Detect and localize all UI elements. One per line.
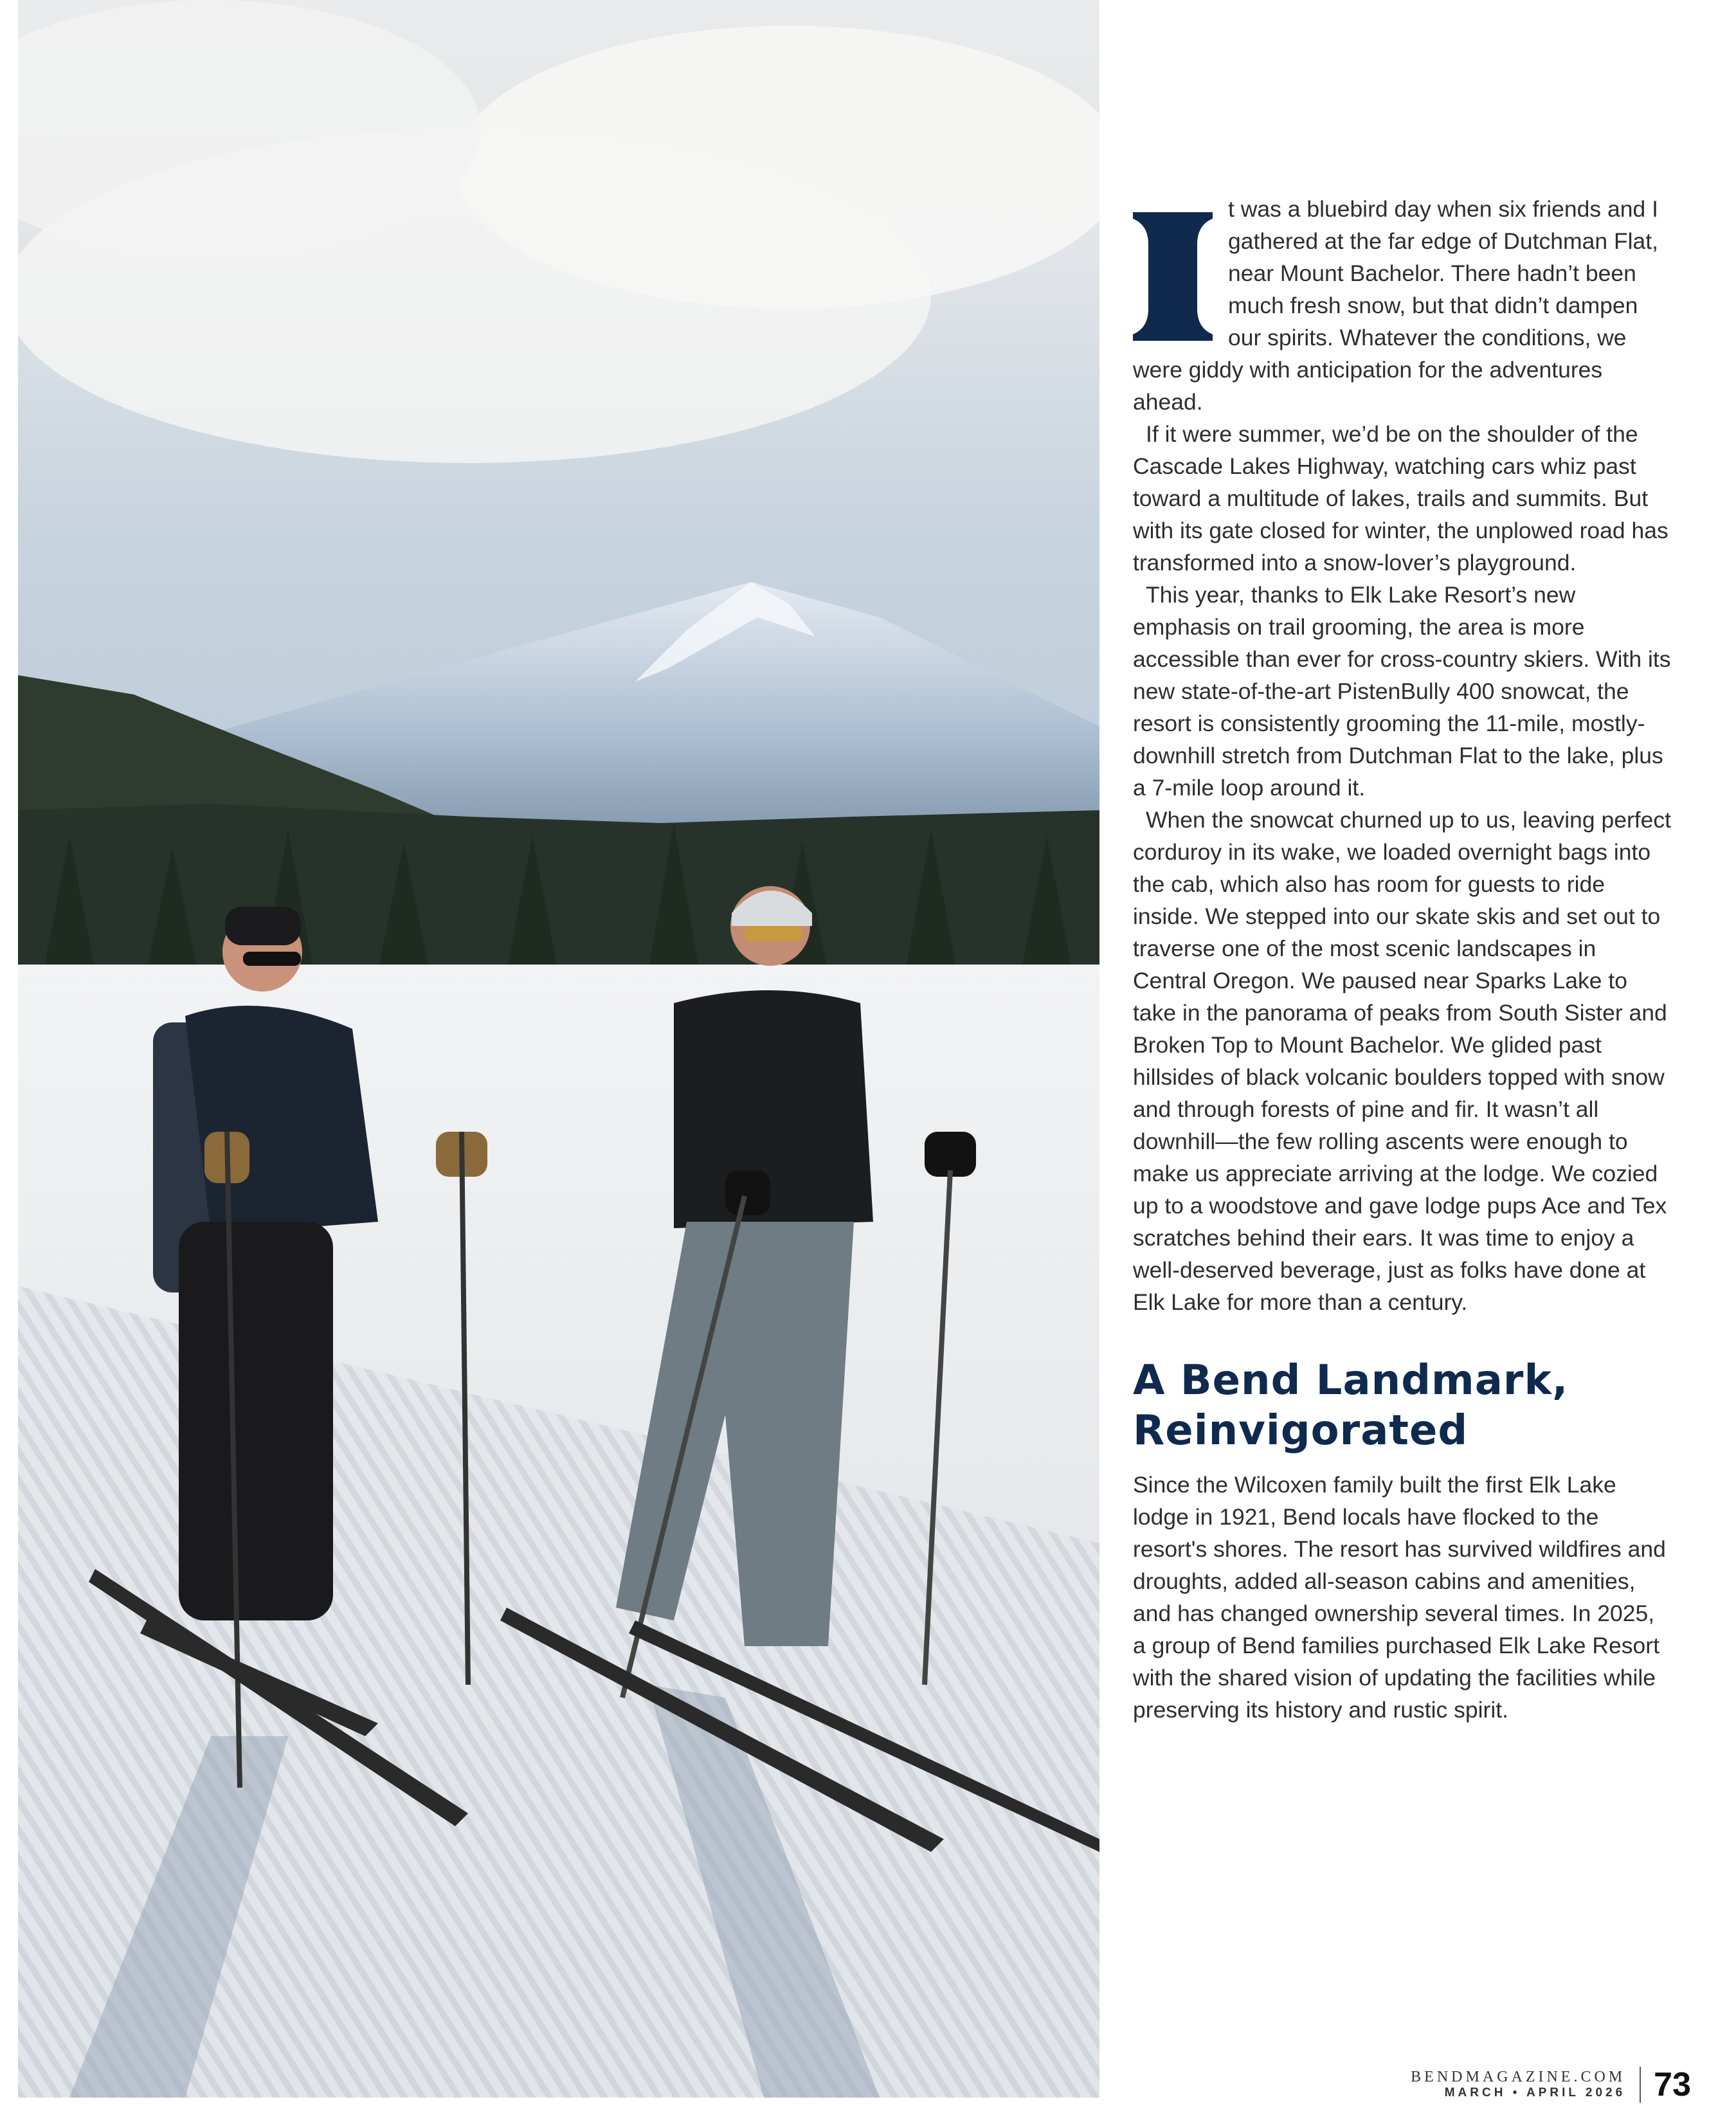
footer-site: BENDMAGAZINE.COM [1411, 2069, 1626, 2085]
paragraph-2: If it were summer, we’d be on the shoulder of the Cascade Lakes Highway, watching cars whiz past toward a multitude of lakes, trails and summits. But with its gate closed for winter, the unplowed road has transformed into a snow-lover’s playground. [1133, 421, 1668, 576]
paragraph-3: This year, thanks to Elk Lake Resort’s new emphasis on trail grooming, the area is more accessible than ever for cross-country skiers. With its new state-of-the-art PistenBully 400 snowcat, the resort is consistently grooming the 11-mile, mostly-downhill stretch from Dutchman Flat to the lake, plus a 7-mile loop around it. [1133, 582, 1671, 801]
page-number: 73 [1654, 2066, 1691, 2103]
section-heading: A Bend Landmark, Reinvigorated [1133, 1357, 1569, 1455]
drop-cap-glyph [1133, 212, 1213, 341]
page-footer [1411, 2065, 1691, 2104]
paragraph-1: t was a bluebird day when six friends and I gathered at the far edge of Dutchman Flat, near Mount Bachelor. There hadn’t been much fresh snow, but that didn’t dampen our spirits. Whatever the conditions, we were giddy with anticipation for the adventures ahead. [1133, 196, 1658, 415]
footer-credit [1411, 2069, 1625, 2101]
paragraph-4: When the snowcat churned up to us, leaving perfect corduroy in its wake, we loaded overnight bags into the cab, which also has room for guests to ride inside. We stepped into our skate skis and set out to traverse one of the most scenic landscapes in Central Oregon. We paused near Sparks Lake to take in the panorama of peaks from South Sister and Broken Top to Mount Bachelor. We glided past hillsides of black volcanic boulders topped with snow and through forests of pine and fir. It wasn’t all downhill—the few rolling ascents were enough to make us appreciate arriving at the lodge. We cozied up to a woodstove and gave lodge pups Ace and Tex scratches behind their ears. It was time to enjoy a well-deserved beverage, just as folks have done at Elk Lake for more than a century. [1133, 807, 1671, 1315]
footer-issue: MARCH • APRIL 2026 [1444, 2086, 1626, 2099]
hero-photo [18, 0, 1099, 2098]
section-paragraph: Since the Wilcoxen family built the first Elk Lake lodge in 1921, Bend locals have flocked to the resort's shores. The resort has survived wildfires and droughts, added all-season cabins and amenities, and has changed ownership several times. In 2025, a group of Bend families purchased Elk Lake Resort with the shared vision of updating the facilities while preserving its history and rustic spirit. [1133, 1472, 1666, 1723]
article-column [1133, 193, 1673, 1726]
skiers-photo-illustration [18, 0, 1099, 2098]
drop-cap-letter [1133, 212, 1134, 213]
article-body [1133, 193, 1673, 1318]
section-body [1133, 1469, 1673, 1726]
drop-cap [1133, 212, 1213, 341]
